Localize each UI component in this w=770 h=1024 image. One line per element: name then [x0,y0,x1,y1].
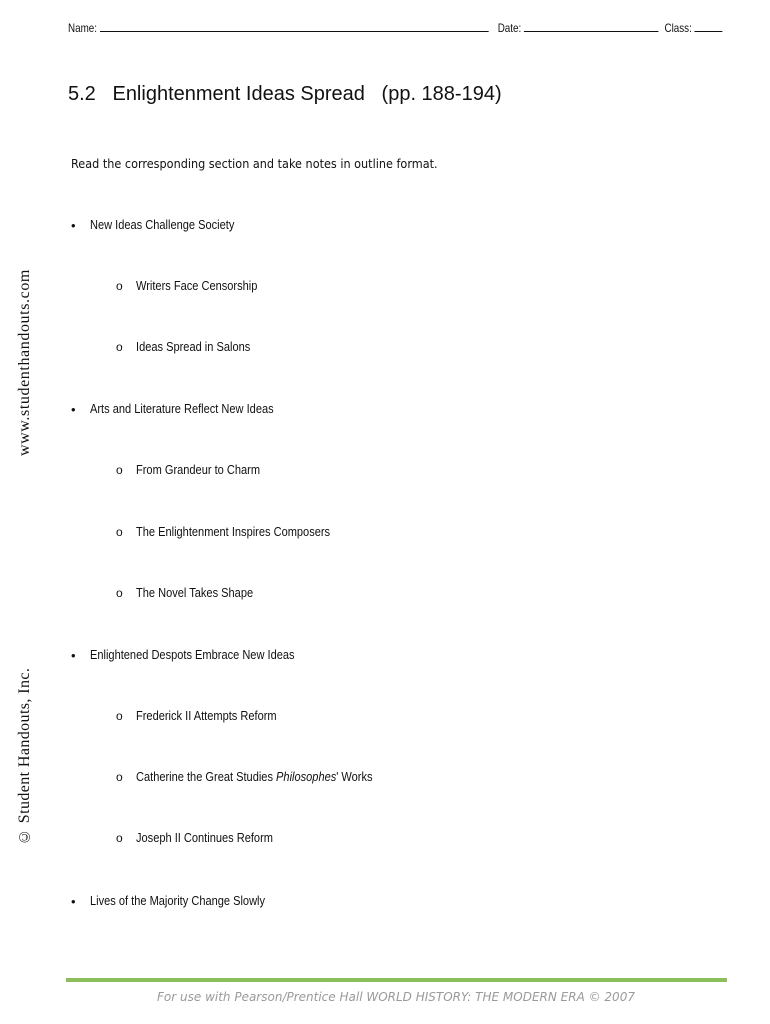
philosophes-italic: Philosophes [276,769,337,784]
outline-heading-text: New Ideas Challenge Society [90,217,235,232]
side-website-url: www.studenthandouts.com [16,269,33,456]
bullet-dot-icon: • [71,894,76,909]
outline-subheading [116,830,297,845]
outline-subheading [116,585,274,600]
outline-subheading [116,339,270,354]
instructions-text: Read the corresponding section and take notes in outline format. [71,156,438,171]
bullet-circle-icon: o [116,463,123,477]
bullet-dot-icon: • [71,402,76,417]
footer-divider [66,978,727,982]
subheading-text-part: Catherine the Great Studies [136,769,277,784]
subheading-text-part: ' Works [336,769,373,784]
outline-subheading-text [136,769,373,784]
name-label: Name: [68,21,97,35]
outline-heading [71,893,296,909]
bullet-dot-icon: • [71,648,76,663]
outline-subheading-text: The Enlightenment Inspires Composers [136,524,331,539]
outline-subheading [116,462,282,477]
class-label: Class: [664,21,692,35]
outline-heading-text: Arts and Literature Reflect New Ideas [90,401,274,416]
outline-subheading [116,524,364,539]
outline-heading [71,647,331,663]
footer-credit: For use with Pearson/Prentice Hall WORLD HISTORY: THE MODERN ERA © 2007 [157,990,635,1004]
outline-subheading-text: Frederick II Attempts Reform [136,708,277,723]
outline-heading [71,401,306,417]
bullet-dot-icon: • [71,218,76,233]
outline-subheading-text: Joseph II Continues Reform [136,830,273,845]
outline-heading-text: Enlightened Despots Embrace New Ideas [90,647,295,662]
bullet-circle-icon: o [116,279,123,293]
outline-heading [71,217,260,233]
date-label: Date: [497,21,522,35]
outline-subheading-text: Ideas Spread in Salons [136,339,251,354]
page-title: 5.2 Enlightenment Ideas Spread (pp. 188-194) [68,83,502,105]
outline-subheading-text: From Grandeur to Charm [136,462,261,477]
outline-subheading [116,278,279,293]
outline-subheading-text: The Novel Takes Shape [136,585,254,600]
bullet-circle-icon: o [116,525,123,539]
outline-heading-text: Lives of the Majority Change Slowly [90,893,266,908]
bullet-circle-icon: o [116,770,123,784]
bullet-circle-icon: o [116,340,123,354]
bullet-circle-icon: o [116,831,123,845]
outline-subheading [116,708,301,723]
bullet-circle-icon: o [116,709,123,723]
side-copyright: © Student Handouts, Inc. [16,667,33,845]
outline-subheading-text: Writers Face Censorship [136,278,258,293]
bullet-circle-icon: o [116,586,123,600]
outline-subheading [116,769,414,784]
